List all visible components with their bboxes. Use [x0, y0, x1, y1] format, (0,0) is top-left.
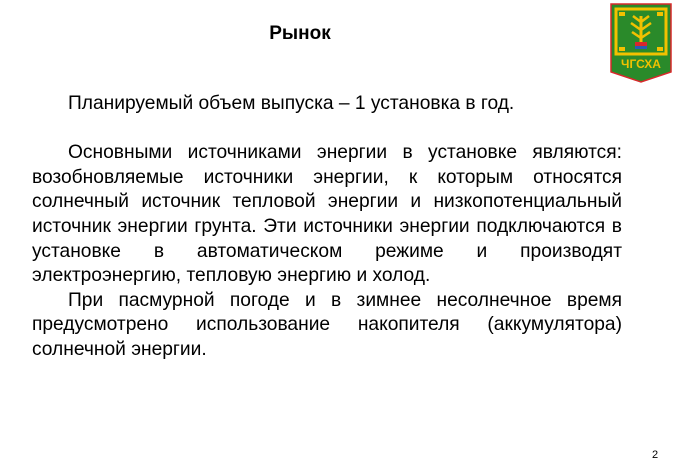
slide-title: Рынок [269, 23, 331, 44]
university-emblem-icon [609, 2, 673, 84]
paragraph-production-volume: Планируемый объем выпуска – 1 установка в год. [68, 93, 515, 114]
page-number: 2 [652, 449, 659, 461]
slide-content [32, 92, 622, 363]
logo [609, 2, 673, 84]
paragraph-storage: При пасмурной погоде и в зимнее несолнечное время предусмотрено использование накопителя (аккумулятора) солнечной энергии. [32, 289, 622, 360]
logo-lettering: ЧГСХА [621, 57, 661, 71]
paragraph-energy-sources: Основными источниками энергии в установке являются: возобновляемые источники энергии, к которым относятся солнечный источник тепловой энергии и низкопотенциальный источник энергии грунта. Эти источники энергии подключаются в установке в автоматическом режиме и производят электроэнергию, тепловую энергию и холод. [32, 142, 622, 287]
